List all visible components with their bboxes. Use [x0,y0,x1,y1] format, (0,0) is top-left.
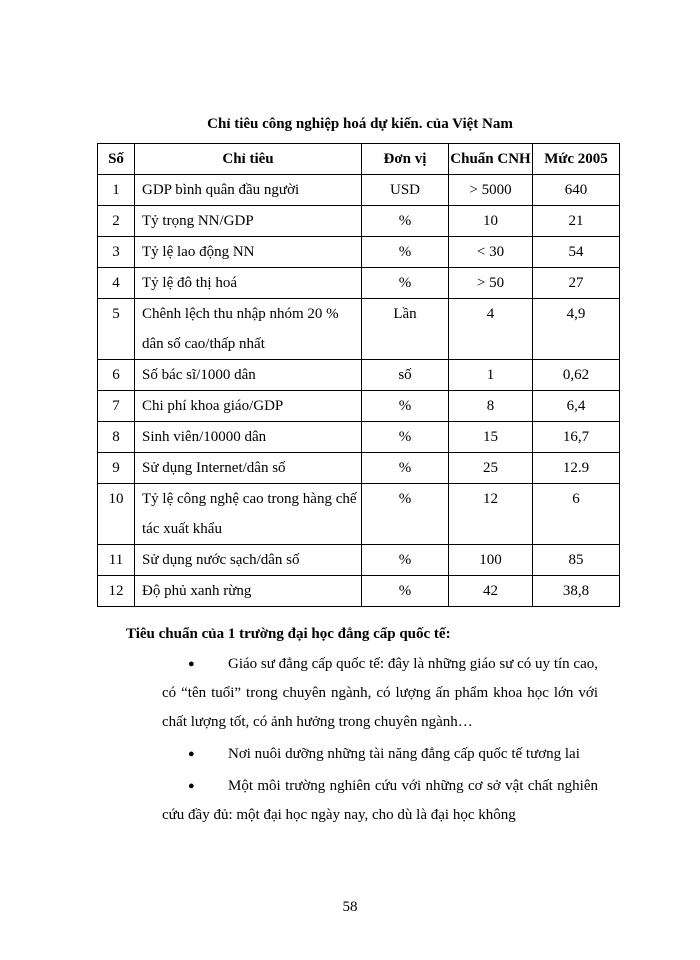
cell-2005: 54 [533,237,620,268]
cell-no: 9 [98,453,135,484]
cell-standard: 100 [449,545,533,576]
cell-standard: 12 [449,484,533,545]
list-item-text: Giáo sư đẳng cấp quốc tế: đây là những giáo sư có uy tín cao, có “tên tuổi” trong chuyên ngành, có lượng ấn phẩm khoa học lớn với chất lượng tốt, có ảnh hưởng trong chuyên ngành… [162,656,598,730]
cell-unit: % [362,237,449,268]
cell-standard: 25 [449,453,533,484]
cell-no: 4 [98,268,135,299]
header-indicator: Chỉ tiêu [135,144,362,175]
section-heading: Tiêu chuẩn của 1 trường đại học đẳng cấp quốc tế: [126,626,451,642]
cell-no: 3 [98,237,135,268]
cell-standard: 8 [449,391,533,422]
cell-indicator: Sử dụng Internet/dân số [135,453,362,484]
cell-indicator: Tỷ lệ công nghệ cao trong hàng chế tác xuất khẩu [135,484,362,545]
cell-2005: 38,8 [533,576,620,607]
table-row [98,545,620,576]
cell-standard: 10 [449,206,533,237]
table-row [98,391,620,422]
bullet-icon: ● [188,780,195,792]
table-row [98,422,620,453]
cell-unit: % [362,545,449,576]
cell-no: 10 [98,484,135,545]
cell-standard: 15 [449,422,533,453]
cell-indicator: Sinh viên/10000 dân [135,422,362,453]
table-header-row [98,144,620,175]
cell-unit: % [362,268,449,299]
bullet-icon: ● [188,748,195,760]
bullet-list [162,650,598,833]
cell-2005: 0,62 [533,360,620,391]
cell-unit: % [362,576,449,607]
cell-unit: số [362,360,449,391]
cell-unit: % [362,391,449,422]
cell-2005: 6,4 [533,391,620,422]
cell-unit: % [362,484,449,545]
cell-standard: 1 [449,360,533,391]
cell-2005: 12.9 [533,453,620,484]
cell-unit: % [362,453,449,484]
cell-indicator: Độ phủ xanh rừng [135,576,362,607]
cell-unit: % [362,422,449,453]
cell-no: 5 [98,299,135,360]
cell-unit: % [362,206,449,237]
cell-no: 7 [98,391,135,422]
table-row [98,484,620,545]
cell-2005: 640 [533,175,620,206]
header-unit: Đơn vị [362,144,449,175]
header-standard: Chuẩn CNH [449,144,533,175]
cell-2005: 16,7 [533,422,620,453]
table-row [98,299,620,360]
cell-unit: Lần [362,299,449,360]
cell-indicator: Chi phí khoa giáo/GDP [135,391,362,422]
cell-2005: 6 [533,484,620,545]
cell-no: 8 [98,422,135,453]
list-item-text: Nơi nuôi dưỡng những tài năng đẳng cấp quốc tế tương lai [228,746,580,762]
cell-2005: 21 [533,206,620,237]
table-title: Chỉ tiêu công nghiệp hoá dự kiến. của Việt Nam [207,116,513,132]
cell-no: 11 [98,545,135,576]
header-no: Số [98,144,135,175]
list-item [162,772,598,830]
cell-2005: 4,9 [533,299,620,360]
bullet-icon: ● [188,658,195,670]
cell-2005: 85 [533,545,620,576]
list-item [162,740,598,769]
page-number: 58 [342,899,358,915]
cell-no: 1 [98,175,135,206]
cell-indicator: Chênh lệch thu nhập nhóm 20 % dân số cao/thấp nhất [135,299,362,360]
cell-unit: USD [362,175,449,206]
cell-standard: > 50 [449,268,533,299]
cell-indicator: GDP bình quân đầu người [135,175,362,206]
table-row [98,206,620,237]
table-row [98,453,620,484]
cell-indicator: Tỷ trọng NN/GDP [135,206,362,237]
list-item-text: Một môi trường nghiên cứu với những cơ sở vật chất nghiên cứu đầy đủ: một đại học ngày nay, cho dù là đại học không [162,778,598,823]
cell-indicator: Sử dụng nước sạch/dân số [135,545,362,576]
table-row [98,175,620,206]
cell-no: 12 [98,576,135,607]
cell-no: 6 [98,360,135,391]
cell-indicator: Tỷ lệ đô thị hoá [135,268,362,299]
cell-2005: 27 [533,268,620,299]
table-row [98,237,620,268]
cell-standard: > 5000 [449,175,533,206]
cell-standard: < 30 [449,237,533,268]
indicators-table [97,143,620,607]
list-item [162,650,598,737]
cell-no: 2 [98,206,135,237]
table-row [98,268,620,299]
table-row [98,360,620,391]
header-2005: Mức 2005 [533,144,620,175]
cell-indicator: Số bác sĩ/1000 dân [135,360,362,391]
cell-indicator: Tỷ lệ lao động NN [135,237,362,268]
cell-standard: 4 [449,299,533,360]
cell-standard: 42 [449,576,533,607]
table-row [98,576,620,607]
